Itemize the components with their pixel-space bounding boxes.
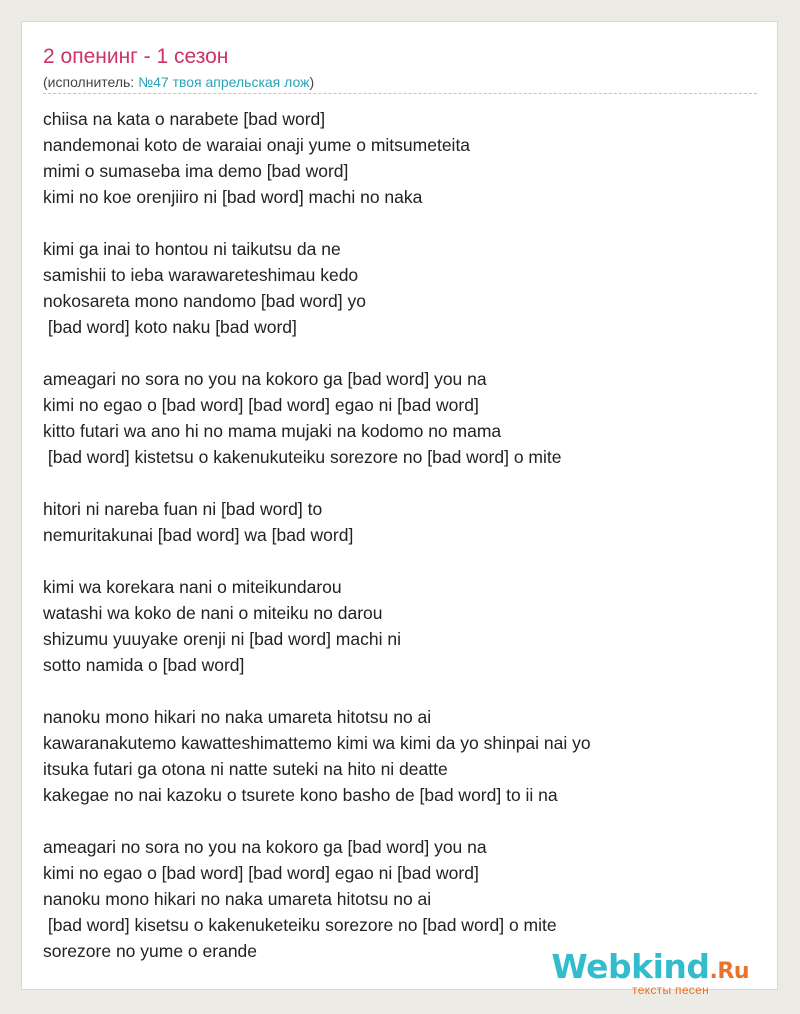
- artist-prefix: (исполнитель:: [43, 74, 139, 90]
- artist-suffix: ): [309, 74, 315, 90]
- lyric-line: [43, 808, 763, 834]
- lyric-line: nokosareta mono nandomo [bad word] yo: [43, 291, 366, 311]
- lyric-line: kimi no egao o [bad word] [bad word] egao ni [bad word]: [43, 863, 479, 883]
- title-divider: [43, 93, 757, 94]
- lyric-line: [43, 470, 763, 496]
- lyric-line: [bad word] kistetsu o kakenukuteiku sorezore no [bad word] o mite: [43, 447, 562, 467]
- lyric-line: ameagari no sora no you na kokoro ga [bad word] you na: [43, 369, 487, 389]
- lyric-line: kakegae no nai kazoku o tsurete kono basho de [bad word] to ii na: [43, 785, 558, 805]
- lyric-line: [43, 678, 763, 704]
- lyric-line: chiisa na kata o narabete [bad word]: [43, 109, 326, 129]
- logo-tagline: тексты песен: [632, 983, 709, 997]
- lyric-line: kimi wa korekara nani o miteikundarou: [43, 577, 342, 597]
- lyric-line: [43, 210, 763, 236]
- lyric-line: nanoku mono hikari no naka umareta hitotsu no ai: [43, 889, 432, 909]
- lyric-line: kimi no egao o [bad word] [bad word] egao ni [bad word]: [43, 395, 479, 415]
- logo-tld: .Ru: [709, 959, 749, 984]
- lyric-line: kitto futari wa ano hi no mama mujaki na kodomo no mama: [43, 421, 502, 441]
- lyric-line: nemuritakunai [bad word] wa [bad word]: [43, 525, 354, 545]
- lyric-line: shizumu yuuyake orenji ni [bad word] machi ni: [43, 629, 401, 649]
- lyric-line: nandemonai koto de waraiai onaji yume o mitsumeteita: [43, 135, 471, 155]
- lyric-line: kawaranakutemo kawatteshimattemo kimi wa kimi da yo shinpai nai yo: [43, 733, 591, 753]
- lyric-line: itsuka futari ga otona ni natte suteki na hito ni deatte: [43, 759, 448, 779]
- lyrics-body: [43, 106, 763, 964]
- lyric-line: [43, 340, 763, 366]
- lyric-line: [43, 548, 763, 574]
- lyric-line: [bad word] kisetsu o kakenuketeiku sorezore no [bad word] o mite: [43, 915, 557, 935]
- artist-link[interactable]: №47 твоя апрельская лож: [138, 74, 310, 90]
- site-logo[interactable]: [551, 949, 749, 996]
- lyric-line: kimi ga inai to hontou ni taikutsu da ne: [43, 239, 341, 259]
- lyric-line: [bad word] koto naku [bad word]: [43, 317, 297, 337]
- lyric-line: sotto namida o [bad word]: [43, 655, 245, 675]
- logo-name: Webkind: [551, 947, 710, 986]
- lyric-line: samishii to ieba warawareteshimau kedo: [43, 265, 359, 285]
- song-title: 2 опенинг - 1 сезон: [43, 45, 229, 68]
- lyric-line: watashi wa koko de nani o miteiku no darou: [43, 603, 383, 623]
- lyric-line: sorezore no yume o erande: [43, 941, 258, 961]
- artist-line: [43, 73, 314, 91]
- lyric-line: ameagari no sora no you na kokoro ga [bad word] you na: [43, 837, 487, 857]
- lyric-line: hitori ni nareba fuan ni [bad word] to: [43, 499, 323, 519]
- lyric-line: mimi o sumaseba ima demo [bad word]: [43, 161, 349, 181]
- lyrics-card: [21, 21, 778, 997]
- lyric-line: nanoku mono hikari no naka umareta hitotsu no ai: [43, 707, 432, 727]
- lyric-line: kimi no koe orenjiiro ni [bad word] machi no naka: [43, 187, 423, 207]
